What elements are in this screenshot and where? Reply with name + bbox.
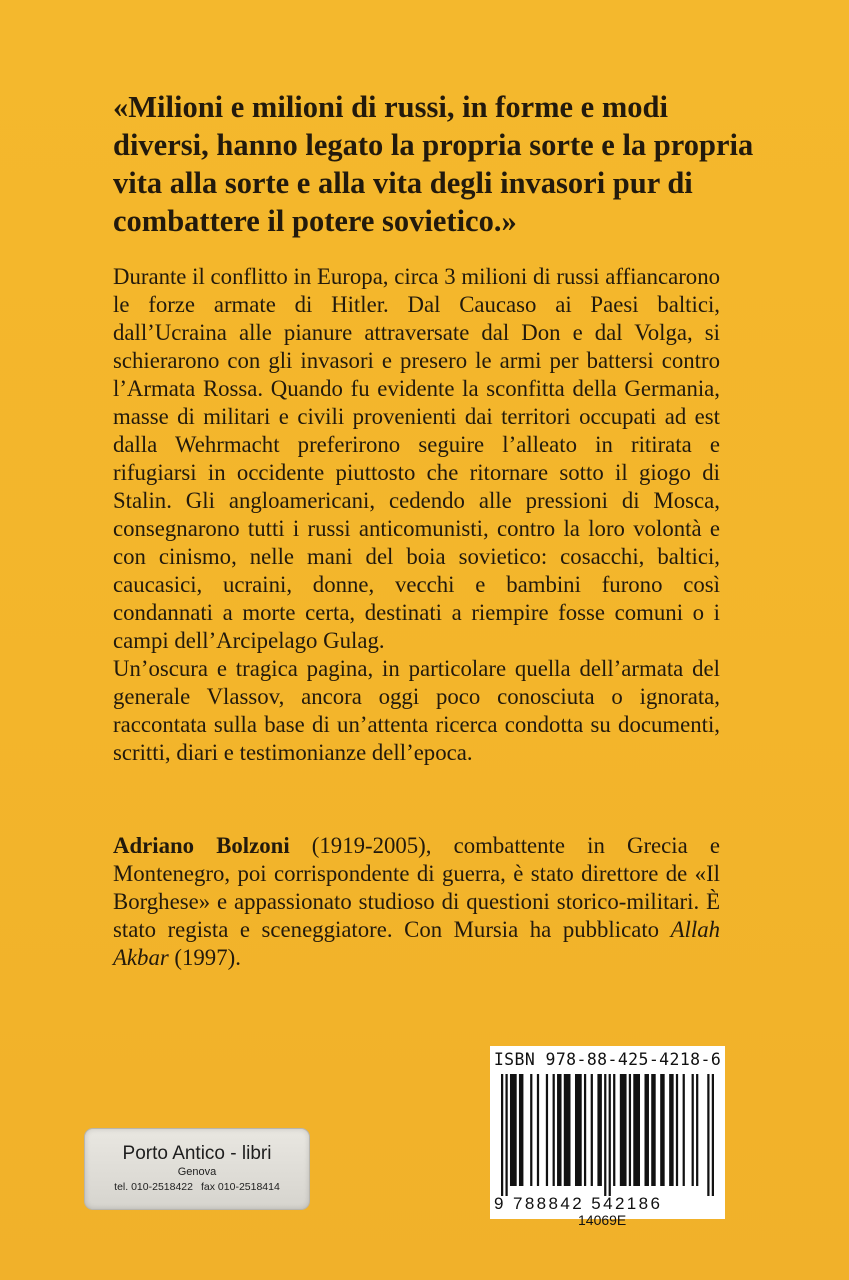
- barcode-bar: [669, 1074, 673, 1186]
- pull-quote: «Milioni e milioni di russi, in forme e modi diversi, hanno legato la propria sorte e la propria vita alla sorte e alla vita degli invasori pur di combattere il potere sovietico.»: [113, 90, 754, 238]
- barcode-bar: [505, 1074, 507, 1196]
- ean-digits: 9 788842 542186: [494, 1194, 663, 1213]
- barcode-bar: [692, 1074, 694, 1186]
- barcode-bar: [620, 1074, 627, 1186]
- book-year: (1997).: [168, 945, 241, 970]
- barcode-bar: [557, 1074, 561, 1186]
- author-name: Adriano Bolzoni: [113, 833, 290, 858]
- description: [113, 263, 720, 767]
- barcode-bar: [537, 1074, 539, 1186]
- barcode-bar: [676, 1074, 678, 1186]
- barcode-bar: [564, 1074, 571, 1186]
- isbn-label: ISBN 978-88-425-4218-6: [493, 1050, 722, 1069]
- barcode-bar: [501, 1074, 503, 1196]
- barcode-bar: [613, 1074, 615, 1186]
- bookshop-fax: fax 010-2518414: [201, 1181, 280, 1193]
- description-paragraph: Un’oscura e tragica pagina, in particolare quella dell’armata del generale Vlassov, ancora oggi poco conosciuta o ignorata, raccontata sulla base di un’attenta ricerca condotta su documenti, scritti, diari e testimonianze dell’epoca.: [113, 656, 720, 765]
- barcode-bar: [696, 1074, 698, 1186]
- barcode-bar: [712, 1074, 714, 1196]
- author-bio: [113, 832, 720, 972]
- publisher-code: 14069E: [578, 1212, 627, 1228]
- bookshop-contacts: [85, 1181, 309, 1193]
- barcode-bar: [553, 1074, 555, 1186]
- barcode-bar: [604, 1074, 606, 1196]
- barcode-bar: [591, 1074, 593, 1186]
- isbn-barcode: [490, 1046, 725, 1219]
- barcode-bar: [633, 1074, 640, 1186]
- bookshop-name: Porto Antico - libri: [122, 1143, 272, 1164]
- barcode-bar: [584, 1074, 586, 1186]
- barcode-bar: [519, 1074, 523, 1186]
- bookshop-phone: tel. 010-2518422: [114, 1181, 193, 1193]
- bookshop-sticker: [84, 1128, 310, 1210]
- book-title: Allah Akbar: [113, 917, 720, 970]
- barcode-bar: [660, 1074, 664, 1186]
- barcode-bar: [575, 1074, 582, 1186]
- barcode-bar: [629, 1074, 631, 1186]
- bio-text: (1919-2005), combattente in Grecia e Montenegro, poi corrispondente di guerra, è stato direttore de «Il Borghese» e appassionato studioso di questioni storico-militari. È stato regista e sceneggiatore. Con Mursia ha pubblicato: [113, 833, 720, 942]
- barcode-bar: [530, 1074, 532, 1186]
- description-paragraph: Durante il conflitto in Europa, circa 3 milioni di russi affiancarono le forze armate di Hitler. Dal Caucaso ai Paesi baltici, dall’Ucraina alle pianure attraversate dal Don e dal Volga, si schierarono con gli invasori e presero le armi per battersi contro l’Armata Rossa. Quando fu evidente la sconfitta della Germania, masse di militari e civili provenienti dai territori occupati ad est dalla Wehrmacht preferirono seguire l’alleato in ritirata e rifugiarsi in occidente piuttosto che ritornare sotto il giogo di Stalin. Gli angloamericani, cedendo alle pressioni di Mosca, consegnarono tutti i russi anticomunisti, contro la loro volontà e con cinismo, nelle mani del boia sovietico: cosacchi, baltici, caucasici, ucraini, donne, vecchi e bambini furono così condannati a morte certa, destinati a riempire fosse comuni o i campi dell’Arcipelago Gulag.: [113, 264, 720, 653]
- barcode-bar: [546, 1074, 548, 1186]
- barcode-bar: [510, 1074, 517, 1186]
- barcode-bar: [707, 1074, 709, 1196]
- barcode-bar: [597, 1074, 601, 1186]
- bookshop-city: Genova: [177, 1166, 217, 1178]
- barcode-bar: [644, 1074, 648, 1186]
- barcode-bar: [609, 1074, 611, 1196]
- barcode-bars: [501, 1074, 714, 1196]
- barcode-bar: [683, 1074, 685, 1186]
- barcode-bar: [651, 1074, 655, 1186]
